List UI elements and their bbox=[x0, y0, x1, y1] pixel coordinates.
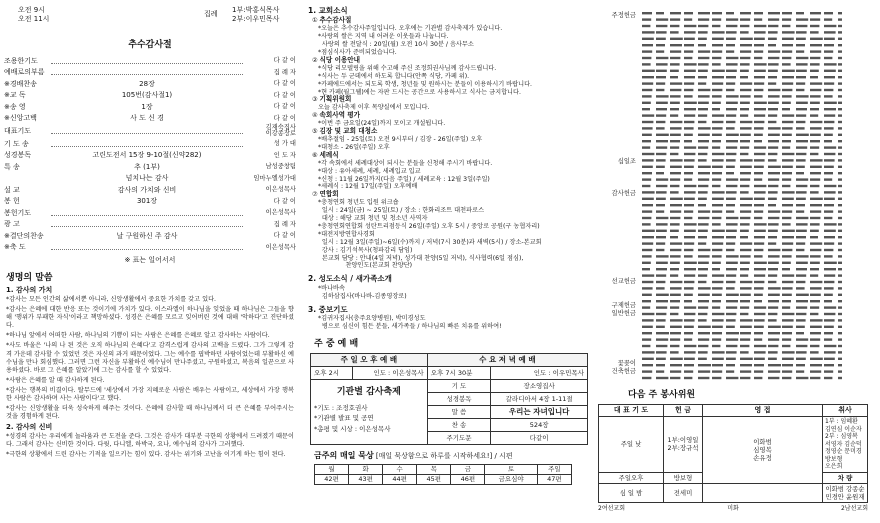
notice-section-title: 3. 중보기도 bbox=[308, 304, 348, 314]
order-item-person: 다 같 이 bbox=[273, 57, 296, 64]
notice-line: *김귀자집사(충주요양병원), 박미경성도 bbox=[318, 314, 426, 322]
notice-line: *식사는 두 군데에서 하도록 합니다(안쪽 식당, 카페 위). bbox=[318, 72, 470, 80]
order-item-content: 105번(감사절1) bbox=[121, 91, 173, 100]
meditation-day: 토 bbox=[485, 465, 537, 475]
dotted-leader bbox=[51, 70, 243, 75]
notice-number: ⑥ bbox=[312, 151, 318, 159]
offering-list bbox=[598, 0, 878, 388]
notice-title: 식당 이용안내 bbox=[319, 55, 361, 64]
order-item-person: 성 가 대 bbox=[273, 140, 296, 147]
volunteer-cook: 2여선교회 bbox=[598, 504, 626, 512]
volunteer-prayer: 방보형 bbox=[664, 472, 703, 483]
order-row bbox=[4, 67, 296, 79]
order-item-label: 설 교 bbox=[4, 185, 20, 194]
daily-meditation bbox=[314, 451, 592, 461]
notices-extra bbox=[304, 274, 592, 330]
sunday-afternoon-header: 주 일 오 후 예 배 bbox=[311, 354, 428, 367]
notice-line: *카페에드에서는 되도록 학생, 청년들 및 원하시는 분들이 이용하시기 바랍니다. bbox=[318, 80, 533, 88]
notice-line: *충청연회연합회 성탄트리점등식 26일(주일) 오후 5시 / 중앙로 공원(구 농협자리) bbox=[318, 222, 540, 230]
order-item-content: 28장 bbox=[139, 79, 155, 88]
order-item-content: 감사의 가치와 신비 bbox=[117, 185, 177, 194]
order-item-label: ※축 도 bbox=[4, 243, 26, 252]
offering-category: 선교헌금 bbox=[611, 278, 636, 285]
order-item-label: 특 송 bbox=[4, 162, 20, 171]
order-row bbox=[4, 113, 296, 125]
offering-volunteers-column bbox=[598, 0, 878, 523]
notice-line: 강사 : 김기석목사(청파감리 담임) bbox=[318, 246, 413, 254]
vehicle-header: 차 량 bbox=[837, 473, 853, 482]
notice-line: 찬양인도(본교회 찬양단) bbox=[318, 262, 413, 270]
meditation-chapter: 45편 bbox=[417, 475, 451, 485]
notice-line: 대상 : 해당 교회 청년 및 청소년 사역자 bbox=[318, 215, 428, 223]
wednesday-row-value: 갈라디아서 4장 1-11절 bbox=[491, 393, 588, 406]
order-item-content: 추 (1부) bbox=[134, 162, 160, 171]
meditation-day: 화 bbox=[349, 465, 383, 475]
order-item-label: 봉 헌 bbox=[4, 197, 20, 206]
wednesday-row-key: 성경봉독 bbox=[427, 393, 491, 406]
sermon-paragraph: *하나님 앞에서 어떠한 사람, 하나님의 기쁨이 되는 사람은 은혜를 은혜로 알고 감사하는 사람이다. bbox=[6, 332, 270, 340]
volunteers-table bbox=[598, 404, 868, 502]
order-list bbox=[4, 55, 296, 253]
sermon-title: 생명의 말씀 bbox=[6, 273, 53, 283]
notice-line: *점심식사가 준비되었습니다. bbox=[318, 49, 397, 56]
order-item-label: 기 도 송 bbox=[4, 139, 29, 148]
notice-line: *현 카페(월그웰)에는 자판 드시는 공간으로 사용하시고 식사는 금지합니다. bbox=[318, 88, 521, 96]
sermon-paragraph: *성경의 감사는 우리에게 놀라움과 큰 도전을 준다. 그것은 감사가 대부분 극한의 상황에서 드려졌기 때문이다. 그래서 감사는 신비한 것이다. 다윗, 다니엘, 하박국, 요나, 예수님의 감사가 그러했다. bbox=[6, 433, 294, 449]
notice-number: ④ bbox=[312, 112, 318, 120]
notice-line: 본교회 담당 : 안내(4일 저녁), 성가대 찬양(5일 저녁), 식사협력(6일 점심), bbox=[318, 254, 524, 262]
meditation-day: 금 bbox=[451, 465, 485, 475]
service-time: 오전 9시 bbox=[18, 6, 45, 14]
notice-heading bbox=[312, 112, 592, 120]
volunteers-header: 영 접 bbox=[703, 405, 823, 417]
meditation-chapter: 42편 bbox=[315, 475, 349, 485]
order-item-label: ※결단의찬송 bbox=[4, 231, 44, 240]
sunday-leader: 인도 : 이은성목사 bbox=[352, 367, 427, 380]
order-item-person: 다 같 이 bbox=[273, 91, 296, 99]
meditation-day: 목 bbox=[417, 465, 451, 475]
sermon-paragraph: *감사는 모든 인간의 삶에서뿐 아니라, 신앙생활에서 중요한 가치를 갖고 있다. bbox=[6, 296, 217, 303]
sermon-paragraph: *극한의 상황에서 드린 감사는 기적을 일으키는 힘이 있다. 감사는 위기와 고난을 이기게 하는 힘이 된다. bbox=[6, 451, 286, 459]
notice-line: *대청소 - 26일(주일) 오후 bbox=[318, 143, 390, 151]
wednesday-time: 오후 7시 30분 bbox=[427, 367, 491, 380]
notice-title: 기획위원회 bbox=[319, 95, 352, 104]
notice-title: 세례식 bbox=[319, 150, 339, 159]
dotted-leader bbox=[51, 142, 243, 147]
notices-column bbox=[304, 0, 592, 523]
notice-line: 일시 : 24일(금) ~ 25일(토) / 장소 : 한화리조트 대천파로스 bbox=[318, 207, 485, 215]
notice-line: *세례식 : 12월 17일(주일) 오후예배 bbox=[318, 183, 418, 191]
sunday-program-title: 기관별 감사축제 bbox=[336, 387, 401, 397]
sermon-paragraph: *사도 바울은 '나의 나 된 것은 오직 하나님의 은혜다'고 감격스럽게 감사의 고백을 드렸다. 그가 그렇게 감격 가운데 감사할 수 있었던 것은 자신의 과거 때문이었다. 그는 예수를 핍박하던 사람이었는데 부활하신 예수님을 만나 회심했다. 그러면 그런 자신을 부활하신 예수님이 만나주셨고, 구원하셨고, 복음의 일꾼으로 사용하셨다. 바로 그 은혜를 알았기에 그는 감사를 할 수 있었다. bbox=[6, 342, 294, 374]
order-item-label: 성경봉독 bbox=[4, 151, 32, 160]
wednesday-row-value: 524장 bbox=[491, 419, 588, 432]
order-item-label: 예배로의부름 bbox=[4, 68, 45, 77]
order-item-label: 광 고 bbox=[4, 220, 20, 229]
meditation-chapter: 47편 bbox=[537, 475, 571, 485]
notice-line: *각 속회에서 세례대상이 되시는 분들을 신청해 주시기 바랍니다. bbox=[318, 159, 493, 167]
officiant: 2부:이우민목사 bbox=[232, 15, 280, 23]
dotted-leader bbox=[51, 211, 243, 216]
order-row bbox=[4, 55, 296, 67]
notice-line: *배추절임 - 25일(토) 오전 9시부터 / 김장 - 26일(주일) 오후 bbox=[318, 135, 483, 143]
order-item-content: 고린도전서 15장 9-10절(신약282) bbox=[92, 151, 202, 160]
dotted-leader bbox=[51, 129, 243, 134]
order-row bbox=[4, 196, 296, 208]
order-row bbox=[4, 124, 296, 138]
sermon-paragraph: *감사는 은혜에 대한 반응 또는 것이기에 가치가 있다. 이스라엘이 하나님을 잊었을 때 하나님은 그들을 향해 '행위가 부패한 자식'이라고 책망하셨다. 성경은 은혜를 모르고 잊어버린 것에 대해 '악하다'고 진단하셨다. bbox=[6, 306, 294, 330]
daily-meditation-subtitle: [매일 묵상함으로 하루를 시작하세요!] / 시편 bbox=[375, 452, 513, 460]
order-title: 추수감사절 bbox=[128, 40, 172, 50]
volunteer-cleaning: 2남선교회 bbox=[840, 504, 868, 512]
order-row bbox=[4, 242, 296, 254]
order-row bbox=[4, 161, 296, 173]
order-item-person: 다 같 이 bbox=[273, 197, 296, 205]
notice-line: *식당 리모델링을 위해 수고해 주신 조정희권사님께 감사드립니다. bbox=[318, 64, 497, 72]
notices-list bbox=[304, 17, 592, 270]
order-row bbox=[4, 138, 296, 150]
notice-line: 일시 : 12월 3일(주일)~6일(수)까지 / 저녁(7시 30분)과 새벽(5시) / 장소-본교회 bbox=[318, 238, 542, 246]
notice-line: 병으로 심신이 힘든 분들, 새가족들 / 하나님의 빠른 치유를 위하여! bbox=[318, 322, 502, 330]
meditation-chapter: 금요심야 bbox=[485, 475, 537, 485]
standing-note: ※ 표는 일어서서 bbox=[124, 256, 176, 265]
order-item-label: ※송 영 bbox=[4, 102, 26, 111]
order-item-label: 조용한기도 bbox=[4, 56, 38, 65]
sermon-paragraph: *감사는 신앙생활을 더욱 성숙하게 해주는 것이다. 은혜에 감사할 때 하나님께서 더 큰 은혜를 부어주시는 것을 경험하게 된다. bbox=[6, 405, 294, 421]
volunteers-header: 헌 금 bbox=[664, 405, 703, 417]
offering-category: 감사헌금 bbox=[611, 190, 636, 197]
order-row bbox=[4, 150, 296, 162]
notice-heading bbox=[312, 57, 592, 65]
notice-line: *대전지방연합사경회 bbox=[318, 230, 375, 238]
dotted-leader bbox=[51, 222, 243, 227]
order-item-person: 이은성목사 bbox=[265, 243, 296, 251]
notice-number: ⑤ bbox=[312, 128, 318, 136]
order-item-label: ※경배찬송 bbox=[4, 79, 37, 88]
offering-category: 구제헌금 일반헌금 bbox=[611, 302, 636, 317]
order-item-person: 김재숙집사 이강종장로 bbox=[265, 124, 296, 138]
order-item-label: ※신앙고백 bbox=[4, 114, 37, 123]
service-time: 오전 11시 bbox=[18, 15, 50, 23]
order-item-content: 301장 bbox=[136, 197, 158, 206]
daily-meditation-table bbox=[314, 464, 572, 485]
wednesday-row-key: 주기도문 bbox=[427, 432, 491, 445]
volunteer-prayer: 전세미 bbox=[664, 483, 703, 502]
notice-number: ③ bbox=[312, 96, 318, 104]
notice-line: *이번 주 금요일(24일)까지 모이고 개설됩니다. bbox=[318, 120, 446, 128]
officiant-label: 집례 bbox=[204, 10, 218, 18]
sunday-program bbox=[311, 380, 428, 445]
wednesday-row-value: 다같이 bbox=[491, 432, 588, 445]
notice-line: *충청연회 청년도 입원 위크숍 bbox=[318, 199, 399, 207]
order-row bbox=[4, 207, 296, 219]
order-item-person: 이은성목사 bbox=[265, 186, 296, 193]
sermon-body bbox=[4, 286, 296, 459]
offering-category: 십일조 bbox=[617, 158, 636, 165]
wednesday-leader: 인도 : 이우민목사 bbox=[491, 367, 588, 380]
order-item-person: 인 도 자 bbox=[273, 151, 296, 159]
notices-title: 1. 교회소식 bbox=[308, 6, 348, 15]
volunteer-prayer: 1부:이영일 2부:장규석 bbox=[664, 417, 703, 473]
volunteer-offering: 이화범 심영복 손유정 bbox=[703, 417, 823, 484]
order-row bbox=[4, 78, 296, 90]
notice-heading bbox=[312, 152, 592, 160]
order-item-person: 남성중창팀 bbox=[265, 163, 296, 170]
notice-title: 추수감사절 bbox=[319, 16, 352, 25]
order-item-person: 이은성목사 bbox=[265, 209, 296, 216]
wednesday-row-value: 장소영집사 bbox=[491, 380, 588, 393]
notice-line: *오늘은 추수감사주일입니다. 오후에는 기관별 감사축제가 있습니다. bbox=[318, 25, 503, 33]
meditation-day: 수 bbox=[383, 465, 417, 475]
order-item-person: 다 같 이 bbox=[273, 232, 296, 239]
order-item-label: 봉헌기도 bbox=[4, 208, 32, 217]
offering-category: 주정헌금 bbox=[611, 12, 636, 19]
daily-meditation-title: 금주의 매일 묵상 bbox=[314, 451, 374, 460]
notice-number: ⑦ bbox=[312, 191, 318, 199]
order-row bbox=[4, 230, 296, 242]
notice-title: 김장 및 교회 대청소 bbox=[319, 127, 378, 136]
order-item-content: 사 도 신 경 bbox=[130, 114, 164, 123]
sunday-time: 오후 2시 bbox=[311, 367, 353, 380]
order-item-label: 대표기도 bbox=[4, 126, 32, 135]
volunteer-service: 주일오후 bbox=[599, 472, 664, 483]
order-item-person: 집 례 자 bbox=[273, 68, 296, 76]
sermon-section-heading: 1. 감사의 가치 bbox=[6, 286, 53, 295]
notice-line: *바나바속 bbox=[318, 284, 346, 292]
wednesday-row-key: 기 도 bbox=[427, 380, 491, 393]
notice-title: 속회사역 평가 bbox=[319, 111, 361, 120]
volunteer-service: 심 일 밤 bbox=[599, 483, 664, 502]
weekly-worship-table bbox=[310, 353, 588, 445]
weekly-worship-heading: 주 중 예 배 bbox=[314, 338, 359, 349]
sermon-section-heading: 2. 감사의 신비 bbox=[6, 423, 53, 432]
notice-line: *사랑의 쌀은 지역 내 어려운 이웃들과 나눕니다. bbox=[318, 33, 449, 41]
officiant: 1부:박홍식목사 bbox=[232, 6, 280, 14]
order-item-content: 1장 bbox=[141, 102, 153, 111]
notice-number: ② bbox=[312, 56, 318, 64]
notice-line: *대상 : 유아세례, 세례, 세례입교 입교 bbox=[318, 167, 421, 175]
wednesday-row-value: 우리는 자녀입니다 bbox=[491, 406, 588, 419]
notice-line: 김하삼집사(바나바-김종영장로) bbox=[318, 292, 407, 300]
volunteer-usher: 1부 : 임혜환 김연심 이순자 2부 : 심영복 서영자 김순덕 정영순 문미경 방보형 오은희 bbox=[823, 417, 868, 473]
meditation-chapter: 43편 bbox=[349, 475, 383, 485]
meditation-chapter: 46편 bbox=[451, 475, 485, 485]
order-of-worship-column bbox=[4, 0, 296, 523]
notice-heading bbox=[312, 128, 592, 136]
order-item-person: 다 같 이 bbox=[273, 103, 296, 110]
notice-line: 사랑의 쌀 전달식 : 20일(월) 오전 10시 30분 / 음사무소 bbox=[318, 41, 474, 49]
order-row bbox=[4, 90, 296, 102]
volunteers-header: 대 표 기 도 bbox=[599, 405, 664, 417]
notice-line: 오늘 감사축제 이후 목양실에서 모입니다. bbox=[318, 104, 430, 112]
notice-section-title: 2. 성도소식 / 새가족소개 bbox=[308, 274, 392, 284]
dotted-leader bbox=[51, 59, 243, 64]
order-row bbox=[4, 101, 296, 113]
order-item-person: 집 례 자 bbox=[273, 220, 296, 228]
wednesday-row-key: 찬 송 bbox=[427, 419, 491, 432]
sunday-program-item: *기도 : 조정호권사 bbox=[314, 404, 368, 413]
order-item-person: 다 같 이 bbox=[273, 114, 296, 122]
sermon-paragraph: *사람은 은혜를 알 때 감사하게 된다. bbox=[6, 376, 105, 384]
volunteer-service: 주일 낮 bbox=[620, 440, 642, 449]
notice-title: 연합회 bbox=[319, 190, 339, 199]
sunday-program-item: *기관별 발표 및 공연 bbox=[314, 414, 374, 423]
cleaning-header: 미화 bbox=[727, 504, 739, 512]
order-row bbox=[4, 219, 296, 231]
sermon-paragraph: *감사는 행복의 비결이다. 탈무드에 '세상에서 가장 지혜로운 사람은 배우는 사람이고, 세상에서 가장 행복한 사람은 감사하며 사는 사람이다'고 했다. bbox=[6, 386, 294, 403]
order-item-person: 임마누엘성가대 bbox=[253, 174, 296, 182]
notice-number: ① bbox=[312, 17, 318, 25]
sunday-program-item: *총평 및 시상 : 이은성목사 bbox=[314, 424, 391, 433]
volunteers-title: 다음 주 봉사위원 bbox=[628, 390, 696, 400]
offering-category: 꽃꽂이 건축헌금 bbox=[611, 360, 636, 375]
volunteers-header: 취사 bbox=[823, 405, 868, 417]
meditation-day: 월 bbox=[315, 465, 349, 475]
meditation-day: 주일 bbox=[537, 465, 571, 475]
notice-line: *신청 : 11월 26일까지(다음 주일) / 세례교육 : 12월 3일(주일) bbox=[318, 175, 490, 183]
offering-names-block bbox=[642, 8, 842, 384]
order-item-content: 날 구원하신 주 감사 bbox=[116, 231, 178, 240]
order-row bbox=[4, 173, 296, 185]
dotted-leader bbox=[51, 245, 243, 250]
order-item-person: 다 같 이 bbox=[273, 80, 296, 87]
order-item-label: ※교 독 bbox=[4, 91, 26, 100]
meditation-chapter: 44편 bbox=[383, 475, 417, 485]
wednesday-evening-header: 수 요 저 녁 예 배 bbox=[427, 354, 587, 367]
order-row bbox=[4, 184, 296, 196]
volunteer-vehicle: 이화범 강종순 민경안 윤원재 bbox=[823, 483, 868, 502]
wednesday-row-key: 말 씀 bbox=[427, 406, 491, 419]
order-item-content: 넘치나는 감사 bbox=[125, 174, 169, 183]
service-times bbox=[4, 0, 296, 38]
